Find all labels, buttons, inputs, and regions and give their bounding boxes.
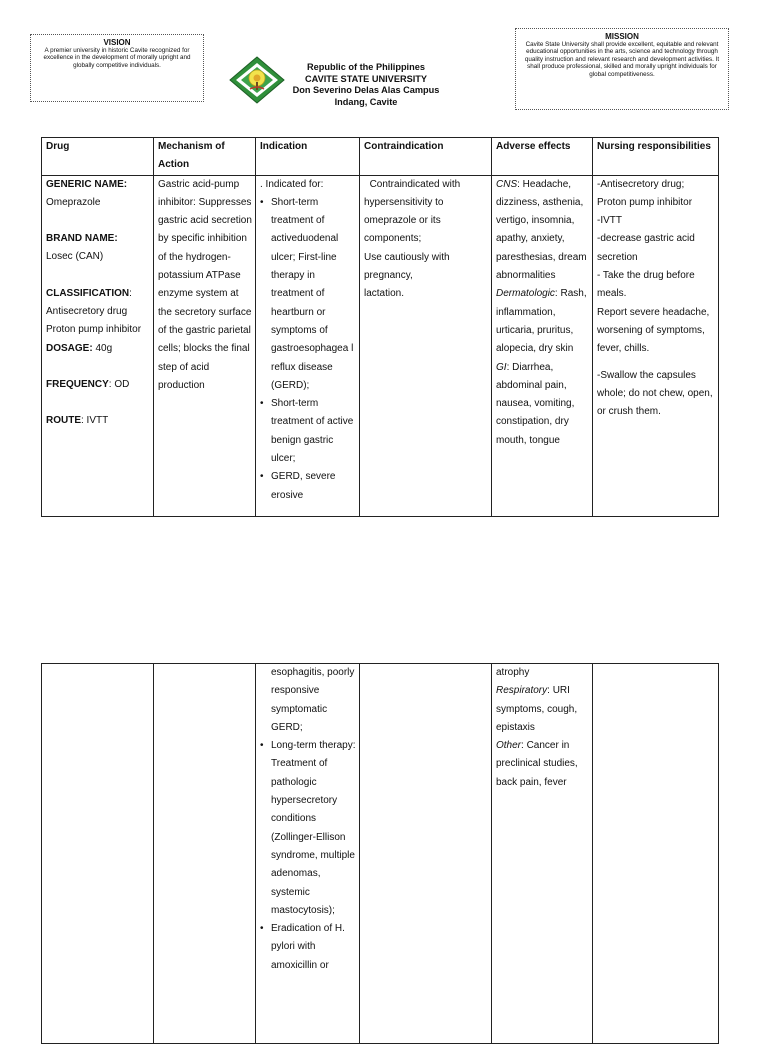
generic-name-label: GENERIC NAME:	[46, 178, 128, 190]
gi-label: GI	[496, 361, 507, 373]
header-location: Indang, Cavite	[334, 96, 398, 107]
adverse-effects-cell	[492, 175, 593, 516]
nursing-line: Report severe headache, worsening of symptoms, fever, chills.	[597, 306, 710, 355]
indication-item: • GERD, severe erosive	[260, 468, 356, 505]
drug-cell-empty	[42, 664, 154, 1044]
nursing-line: Proton pump inhibitor	[597, 196, 693, 208]
drug-study-table	[41, 137, 719, 517]
classification-label: CLASSIFICATION	[46, 287, 130, 299]
adverse-effects-cell-continued	[492, 664, 593, 1044]
col-header-indication: Indication	[256, 138, 360, 176]
nursing-line: -decrease gastric acid secretion	[597, 233, 695, 263]
indication-cell-continued	[256, 664, 360, 1044]
dermatologic-text: : Rash, inflammation, urticaria, pruritus, alopecia, dry skin	[496, 288, 587, 355]
header-country: Republic of the Philippines	[307, 62, 425, 72]
classification-colon: :	[129, 287, 132, 299]
indication-intro: . Indicated for:	[260, 178, 324, 190]
nursing-cell-empty	[593, 664, 719, 1044]
indication-item: • Short-term treatment of active benign gastric ulcer;	[260, 395, 356, 468]
contraindication-cell	[360, 175, 492, 516]
mission-title: MISSION	[605, 32, 639, 41]
dermatologic-label: Dermatologic	[496, 288, 555, 300]
frequency-label: FREQUENCY	[46, 378, 109, 390]
brand-name-label: BRAND NAME:	[46, 233, 118, 245]
generic-name-value: Omeprazole	[46, 196, 101, 208]
col-header-mechanism: Mechanism of Action	[154, 138, 256, 176]
cns-label: CNS	[496, 178, 518, 190]
contraindication-text-1: Contraindicated with hypersensitivity to omeprazole or its components;	[364, 178, 463, 245]
indication-item: esophagitis, poorly responsive symptomatic GERD;	[271, 667, 355, 733]
header-university: CAVITE STATE UNIVERSITY	[305, 73, 427, 84]
university-header	[286, 62, 446, 108]
nursing-cell	[593, 175, 719, 516]
indication-cell	[256, 175, 360, 516]
contraindication-text-2: Use cautiously with pregnancy,	[364, 251, 450, 282]
mechanism-cell-empty	[154, 664, 256, 1044]
indication-item: • Short-term treatment of activeduodenal ulcer; First-line therapy in treatment of heartburn or symptoms of gastroesophagea l reflux disease (GERD);	[260, 194, 356, 395]
university-seal-icon	[228, 56, 286, 104]
nursing-line: -Antisecretory drug;	[597, 178, 685, 190]
mechanism-text: Gastric acid-pump inhibitor: Suppresses gastric acid secretion by specific inhibition of the hydrogen-potassium ATPase enzyme system at the secretory surface of the gastric parietal cells; blocks the final step of acid production	[158, 178, 252, 391]
mechanism-cell	[154, 175, 256, 516]
drug-study-table-continued	[41, 663, 719, 1044]
classification-value-2: Proton pump inhibitor	[46, 324, 142, 336]
dosage-label: DOSAGE:	[46, 342, 93, 354]
gi-text: : Diarrhea, abdominal pain, nausea, vomiting, constipation, dry mouth, tongue	[496, 361, 575, 446]
other-text: : Cancer in preclinical studies, back pain, fever	[496, 740, 578, 788]
col-header-drug: Drug	[42, 138, 154, 176]
route-label: ROUTE	[46, 415, 81, 427]
vision-text: A premier university in historic Cavite recognized for excellence in the development of morally upright and globally competitive individuals.	[43, 47, 191, 69]
contraindication-text-3: lactation.	[364, 288, 405, 300]
indication-item: • Eradication of H. pylori with amoxicillin or	[260, 920, 356, 975]
respiratory-text: : URI symptoms, cough, epistaxis	[496, 685, 578, 733]
other-label: Other	[496, 740, 522, 752]
dosage-value: 40g	[92, 342, 113, 354]
col-header-adverse-effects: Adverse effects	[492, 138, 593, 176]
mission-box	[515, 28, 729, 110]
vision-title: VISION	[103, 38, 131, 47]
vision-box	[30, 34, 204, 102]
drug-cell	[42, 175, 154, 516]
contraindication-cell-empty	[360, 664, 492, 1044]
indication-list	[260, 194, 356, 505]
classification-value-1: Antisecretory drug	[46, 306, 128, 318]
col-header-nursing: Nursing responsibilities	[593, 138, 719, 176]
nursing-line: -IVTT	[597, 215, 622, 227]
adverse-continued-text: atrophy	[496, 667, 530, 678]
indication-list-continued	[260, 664, 356, 975]
nursing-line: -Swallow the capsules whole; do not chew, open, or crush them.	[597, 369, 713, 418]
cns-text: : Headache, dizziness, asthenia, vertigo, insomnia, apathy, anxiety, paresthesias, dream abnormalities	[496, 178, 587, 282]
brand-name-value: Losec (CAN)	[46, 251, 104, 263]
nursing-line: - Take the drug before meals.	[597, 270, 695, 300]
col-header-contraindication: Contraindication	[360, 138, 492, 176]
mission-text: Cavite State University shall provide excellent, equitable and relevant educational opportunities in the arts, science and technology through quality instruction and relevant research and development activities. It shall produce professional, skilled and morally upright individuals for global competitiveness.	[524, 41, 720, 78]
frequency-value: : OD	[108, 378, 130, 390]
header-campus: Don Severino Delas Alas Campus	[292, 85, 440, 95]
respiratory-label: Respiratory	[496, 685, 548, 697]
indication-item: • Long-term therapy: Treatment of pathologic hypersecretory conditions (Zollinger-Ellison syndrome, multiple adenomas, systemic mastocytosis);	[260, 737, 356, 920]
route-value: : IVTT	[81, 415, 109, 427]
